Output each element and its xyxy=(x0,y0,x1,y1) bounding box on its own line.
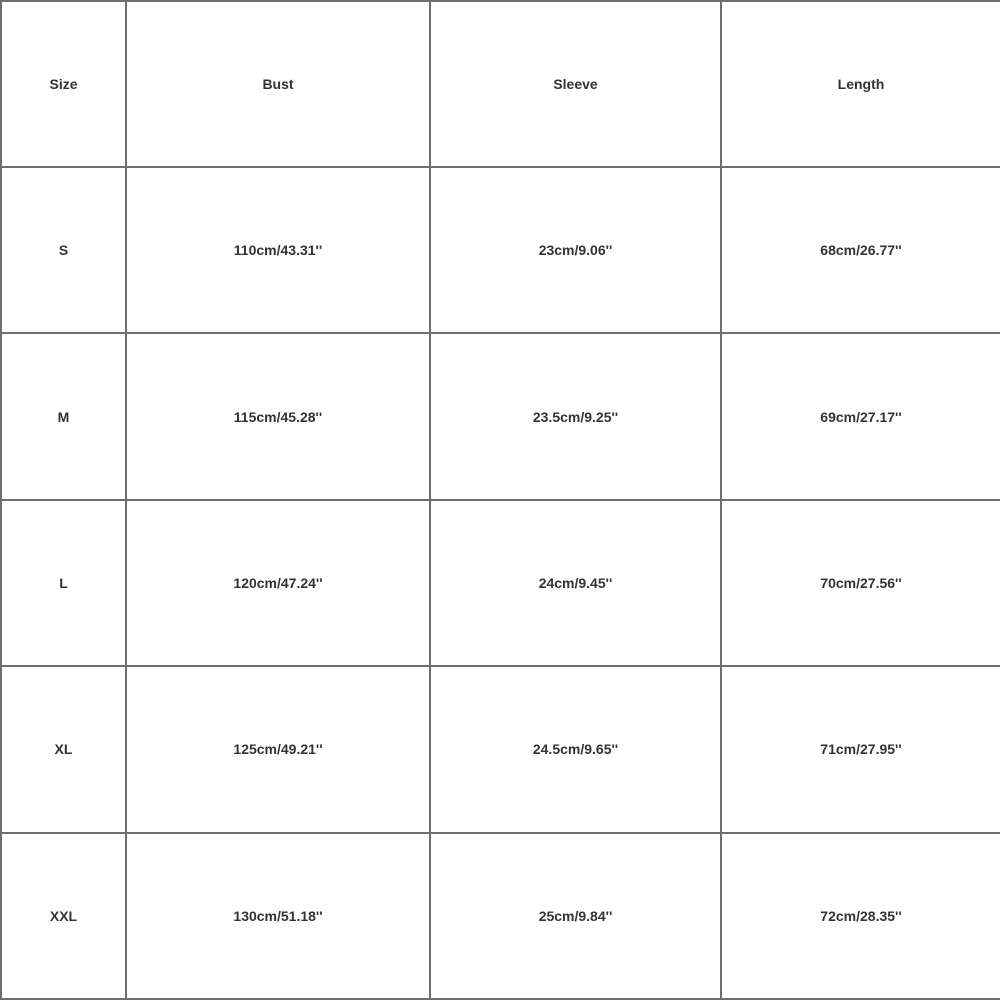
size-cell: S xyxy=(1,167,126,333)
table-row xyxy=(1,666,1000,832)
length-cell: 72cm/28.35'' xyxy=(721,833,1000,999)
sleeve-cell: 23.5cm/9.25'' xyxy=(430,333,721,499)
size-cell: XL xyxy=(1,666,126,832)
size-cell: XXL xyxy=(1,833,126,999)
header-size: Size xyxy=(1,1,126,167)
length-cell: 70cm/27.56'' xyxy=(721,500,1000,666)
size-cell: L xyxy=(1,500,126,666)
sleeve-cell: 23cm/9.06'' xyxy=(430,167,721,333)
table-row xyxy=(1,167,1000,333)
bust-cell: 130cm/51.18'' xyxy=(126,833,430,999)
table-row xyxy=(1,333,1000,499)
length-cell: 69cm/27.17'' xyxy=(721,333,1000,499)
table-row xyxy=(1,833,1000,999)
length-cell: 71cm/27.95'' xyxy=(721,666,1000,832)
table-row xyxy=(1,500,1000,666)
bust-cell: 120cm/47.24'' xyxy=(126,500,430,666)
bust-cell: 110cm/43.31'' xyxy=(126,167,430,333)
sleeve-cell: 25cm/9.84'' xyxy=(430,833,721,999)
sleeve-cell: 24cm/9.45'' xyxy=(430,500,721,666)
size-cell: M xyxy=(1,333,126,499)
bust-cell: 125cm/49.21'' xyxy=(126,666,430,832)
sleeve-cell: 24.5cm/9.65'' xyxy=(430,666,721,832)
header-row xyxy=(1,1,1000,167)
length-cell: 68cm/26.77'' xyxy=(721,167,1000,333)
header-length: Length xyxy=(721,1,1000,167)
header-sleeve: Sleeve xyxy=(430,1,721,167)
header-bust: Bust xyxy=(126,1,430,167)
bust-cell: 115cm/45.28'' xyxy=(126,333,430,499)
